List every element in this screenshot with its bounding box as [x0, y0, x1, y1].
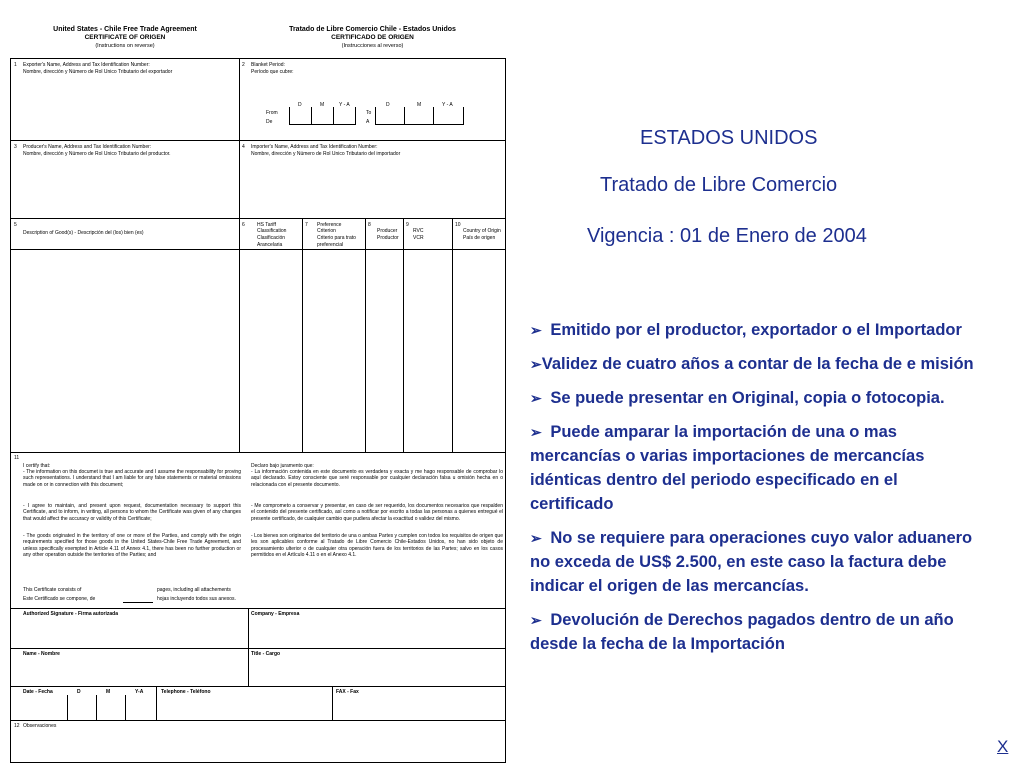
name-field[interactable]: [13, 659, 246, 684]
certify-label: I certify that:: [23, 463, 51, 469]
name-label: Name - Nombre: [23, 651, 60, 657]
divider: [11, 452, 505, 453]
box7-line4: preferencial: [317, 242, 344, 248]
box6-line4: Arancelaria: [257, 242, 283, 248]
bullet-list: [530, 318, 985, 666]
observations-field[interactable]: [13, 730, 503, 760]
to-date-input[interactable]: [375, 107, 463, 125]
box6-line1: HS Tariff: [257, 222, 276, 228]
producer-field[interactable]: [13, 159, 237, 216]
box7-line1: Preference: [317, 222, 342, 228]
date-day-label: D: [77, 689, 81, 695]
box1-label-en: Exporter's Name, Address and Tax Identification Number:: [23, 62, 150, 68]
box9-number: 9: [406, 222, 409, 228]
date-month-label: M: [106, 689, 111, 695]
form-frame: [10, 58, 506, 763]
certify-paragraph-1: - The information on this documet is true and accurate and I assume the responsability for proving such representations. I understand that I am liable for any false statements or material omissions made on or in connection with this document;: [23, 469, 241, 488]
box1-number: 1: [14, 62, 17, 68]
close-link[interactable]: X: [997, 737, 1009, 756]
from-year-label: Y - A: [339, 102, 350, 108]
importer-field[interactable]: [242, 159, 502, 216]
divider: [11, 608, 505, 609]
divider: [332, 686, 333, 720]
box4-label-es: Nombre, dirección y Número de Rol Unico Tributario del importador: [251, 151, 401, 157]
to-label: To: [366, 110, 372, 116]
box4-number: 4: [242, 144, 245, 150]
fax-label: FAX - Fax: [336, 689, 359, 695]
arrow-bullet-icon: ➢: [530, 424, 542, 440]
header-en-line3: (Instructions on reverse): [95, 43, 155, 49]
header-es-line1: Tratado de Libre Comercio Chile - Estados Unidos: [289, 26, 456, 33]
date-label: Date - Fecha: [23, 689, 53, 695]
phone-label: Telephone - Teléfono: [161, 689, 211, 695]
box5-label: Description of Good(s) - Descripción del (los) bien (es): [23, 230, 144, 236]
to-year-label: Y - A: [442, 102, 453, 108]
bullet-item: [530, 608, 985, 656]
divider: [452, 219, 453, 452]
bullet-text: Puede amparar la importación de una o mas mercancías o varias importaciones de mercancías idénticas dentro del periodo especificado en el certificado: [530, 423, 925, 513]
box5-number: 5: [14, 222, 17, 228]
box6-line2: Classification: [257, 228, 287, 234]
bullet-text: Validez de cuatro años a contar de la fecha de e misión: [541, 355, 974, 373]
box2-number: 2: [242, 62, 245, 68]
a-label: A: [366, 119, 370, 125]
goods-description-field[interactable]: [13, 251, 237, 450]
header-es-line3: (Instrucciones al reverso): [341, 43, 404, 49]
divider: [403, 219, 404, 452]
box10-number: 10: [455, 222, 461, 228]
box9-line1: RVC: [413, 228, 424, 234]
from-day-label: D: [298, 102, 302, 108]
bullet-item: [530, 352, 985, 376]
divider: [239, 219, 240, 452]
company-field[interactable]: [251, 619, 503, 646]
signature-field[interactable]: [13, 619, 246, 646]
box7-number: 7: [305, 222, 308, 228]
fax-field[interactable]: [336, 696, 503, 718]
company-label: Company - Empresa: [251, 611, 300, 617]
from-month-label: M: [320, 102, 325, 108]
to-day-label: D: [386, 102, 390, 108]
declaro-label: Declaro bajo juramento que:: [251, 463, 314, 469]
bullet-item: [530, 420, 985, 516]
divider: [11, 249, 505, 250]
header-en-line2: CERTIFICATE OF ORIGEN: [84, 34, 166, 41]
box3-label-en: Producer's Name, Address and Tax Identification Number:: [23, 144, 152, 150]
declaro-paragraph-1: - La información contenida en este documento es verdadera y exacta y me hago responsable de comprobar lo aquí declarado. Estoy consciente que seré responsable por cualquier declaración falsa u omisión hecha en o relacionada con el presente documento.: [251, 469, 503, 488]
box6-number: 6: [242, 222, 245, 228]
country-title: ESTADOS UNIDOS: [640, 127, 818, 149]
declaro-paragraph-2: - Me comprometo a conservar y presentar, en caso de ser requerido, los documentos necesarios que respalden el contenido del presente certificado, así como a notificar por escrito a todas las personas a quienes entregué el presente certificado, de cualquier cambio que pudiera afectar la exactitud o validez del mismo.: [251, 503, 503, 522]
box10-line1: Country of Origin: [463, 228, 501, 234]
box11-number: 11: [14, 455, 20, 461]
box3-label-es: Nombre, dirección y Número de Rol Unico Tributario del productor.: [23, 151, 171, 157]
bullet-text: Se puede presentar en Original, copia o fotocopia.: [545, 389, 945, 407]
divider: [248, 608, 249, 686]
divider: [11, 648, 505, 649]
arrow-bullet-icon: ➢: [530, 390, 542, 406]
signature-label: Authorized Signature - Firma autorizada: [23, 611, 119, 617]
divider: [11, 686, 505, 687]
box7-line3: Criterio para trato: [317, 235, 356, 241]
arrow-bullet-icon: ➢: [530, 322, 542, 338]
de-label: De: [266, 119, 273, 125]
bullet-text: Devolución de Derechos pagados dentro de un año desde la fecha de la Importación: [530, 611, 954, 653]
box8-line1: Producer: [377, 228, 398, 234]
pages-label: pages, including all attachements: [157, 587, 231, 593]
date-year-label: Y-A: [135, 689, 144, 695]
certify-paragraph-2: - I agree to maintain, and present upon request, documentation necessary to support this Certificate, and to inform, in writing, all persons to whom the Certificate was given of any changes that would affect the accuracy or validity of this Certificate;: [23, 503, 241, 522]
divider: [11, 218, 505, 219]
agreement-title: Tratado de Libre Comercio: [600, 174, 838, 196]
phone-field[interactable]: [161, 696, 329, 718]
bullet-item: [530, 318, 985, 342]
divider: [11, 140, 505, 141]
form-header-spanish: [280, 26, 465, 50]
box8-number: 8: [368, 222, 371, 228]
divider: [156, 686, 157, 720]
certify-paragraph-3: - The goods originated in the territory of one or more of the Parties, and comply with the origin requirements specified for those goods in the United States-Chile Free Trade Agreement, and unless specifically exempted in Article 4.11 of Annex 4.1, there has been no further production or any other operation outside the territories of the Parties; and: [23, 533, 241, 558]
arrow-bullet-icon: ➢: [530, 530, 542, 546]
to-month-label: M: [417, 102, 422, 108]
arrow-bullet-icon: ➢: [530, 356, 542, 372]
page-count-input[interactable]: [123, 602, 153, 603]
form-header-english: [40, 26, 210, 50]
box3-number: 3: [14, 144, 17, 150]
box2-label-en: Blanket Period:: [251, 62, 285, 68]
bullet-item: [530, 386, 985, 410]
bullet-text: Emitido por el productor, exportador o el Importador: [545, 321, 962, 339]
divider: [11, 720, 505, 721]
box7-line2: Criterion: [317, 228, 336, 234]
declaro-paragraph-3: - Los bienes son originarios del territorio de una o ambas Partes y cumplen con todos los requisitos de origen que les son aplicables conforme al Tratado de Libre Comercio Chile-Estados Unidos, no han sido objeto de procesamiento ulterior o de cualquier otra operación fuera de los territorios de las Partes; salvo en los casos permitidos en el Artículo 4.11 o en el Anexo 4.1.: [251, 533, 503, 558]
header-es-line2: CERTIFICADO DE ORIGEN: [331, 34, 414, 41]
from-date-input[interactable]: [289, 107, 355, 125]
bullet-text: No se requiere para operaciones cuyo valor aduanero no exceda de US$ 2.500, en este caso la factura debe indicar el origen de las mercancías.: [530, 529, 973, 595]
arrow-bullet-icon: ➢: [530, 612, 542, 628]
box4-label-en: Importer's Name, Address and Tax Identification Number:: [251, 144, 378, 150]
box12-number: 12: [14, 723, 20, 729]
exporter-field[interactable]: [13, 77, 237, 137]
signature-date-input[interactable]: [67, 695, 156, 720]
from-label: From: [266, 110, 278, 116]
divider: [365, 219, 366, 452]
header-en-line1: United States - Chile Free Trade Agreement: [53, 26, 197, 33]
box1-label-es: Nombre, dirección y Número de Rol Unico Tributario del exportador: [23, 69, 173, 75]
divider: [302, 219, 303, 452]
consists-label: This Certificate consists of: [23, 587, 82, 593]
box6-line3: Clasificación: [257, 235, 286, 241]
validity-title: Vigencia : 01 de Enero de 2004: [587, 225, 867, 247]
box8-line2: Productor: [377, 235, 399, 241]
box12-label: Observaciones: [23, 723, 57, 729]
box10-line2: País de origen: [463, 235, 496, 241]
box9-line2: VCR: [413, 235, 424, 241]
compone-label: Este Certificado se compone, de: [23, 596, 96, 602]
hojas-label: hojas incluyendo todos sus anexos.: [157, 596, 236, 602]
title-label: Title - Cargo: [251, 651, 281, 657]
bullet-item: [530, 526, 985, 598]
box2-label-es: Período que cubre:: [251, 69, 294, 75]
title-field[interactable]: [251, 659, 503, 684]
